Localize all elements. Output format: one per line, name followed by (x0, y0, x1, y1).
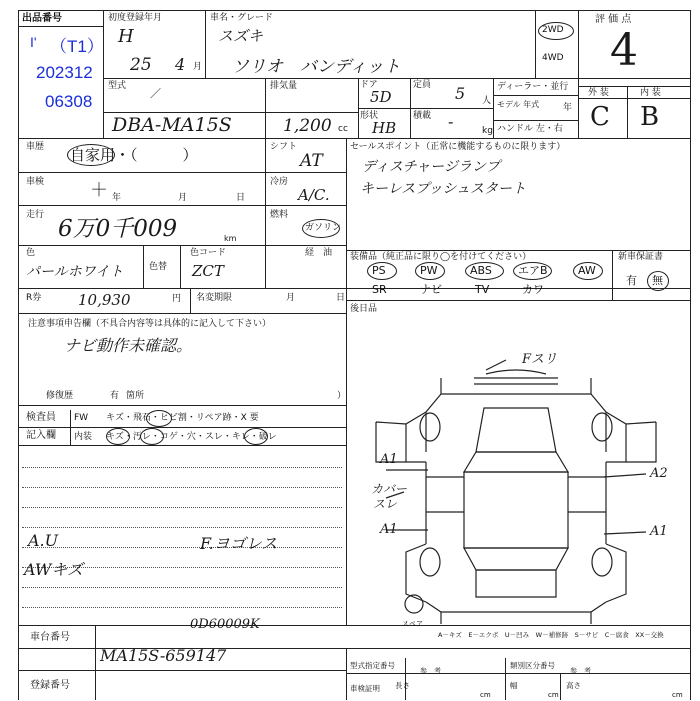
ext-value: C (590, 102, 610, 132)
inspection-mark: ＋ (90, 180, 108, 201)
drive-2wd: 2WD (542, 25, 564, 35)
notes-text: ナビ動作未確認。 (64, 336, 193, 355)
divider (265, 78, 266, 138)
footer-length-unit: cm (480, 691, 491, 699)
equipment-item-circle (513, 262, 552, 280)
recycle-label: R券 (26, 293, 42, 303)
footer-height-unit: cm (672, 691, 683, 699)
sales-line-2: キーレスプッシュスタート (360, 181, 527, 197)
divider (70, 410, 71, 446)
divider (190, 288, 191, 313)
fw-item-circle (146, 410, 172, 427)
dealer-label: ディーラー・並行 (497, 82, 569, 92)
repair-label: 修復歴 (46, 391, 74, 401)
divider (346, 673, 691, 674)
load-value: - (448, 112, 454, 131)
diagram-windshield (464, 452, 568, 472)
equipment-item: AW (578, 264, 596, 277)
diagram-wheel-rl (420, 548, 440, 576)
ac-label: 冷房 (270, 177, 289, 187)
diagram-hood-sides (426, 394, 606, 452)
equipment-item: カワ (522, 283, 544, 296)
repair-yes: 有 (110, 391, 120, 401)
fuel-label: 燃料 (270, 210, 289, 220)
equipment-item: ABS (470, 264, 492, 277)
remark-line-1: A.U (28, 531, 59, 550)
capacity-label: 定員 (413, 80, 432, 90)
divider (103, 78, 691, 79)
equipment-item: PS (372, 264, 386, 277)
diagram-spare-label: スペア (402, 620, 423, 628)
divider (346, 300, 691, 301)
diagram-a2-right: A2 (650, 466, 668, 481)
divider (265, 138, 266, 288)
first-reg-era: H (118, 26, 134, 47)
divider (180, 245, 181, 288)
divider (95, 625, 96, 700)
equipment-label: 装備品（純正品に限り◯を付けてください） (350, 252, 532, 262)
handle-label: ハンドル 左・右 (497, 124, 563, 134)
divider (18, 670, 346, 671)
remark-line-2: AWキズ (24, 560, 84, 579)
type-tick: ／ (150, 87, 161, 100)
inspection-year-unit: 年 (112, 193, 122, 203)
int-items: キズ・汚レ・コゲ・穴・スレ・キレ・破レ (106, 432, 277, 442)
diagram-hood (476, 408, 556, 452)
row-divider-1 (18, 138, 691, 139)
divider (612, 250, 613, 300)
model-year-unit: 年 (563, 103, 573, 113)
equipment-item: SR (372, 283, 387, 296)
diagram-bumper-lines (474, 378, 558, 384)
lot-code-2: 06308 (45, 92, 93, 111)
int-item-circle-1 (106, 428, 130, 445)
divider (22, 487, 342, 488)
disp-unit: cc (338, 124, 348, 134)
first-reg-label: 初度登録年月 (108, 13, 163, 23)
diagram-wheel-fl (420, 413, 440, 441)
int-inspect-label: 内装 (74, 432, 93, 442)
lot-tag: （T1） (50, 37, 104, 56)
int-item-circle-2 (140, 428, 164, 445)
equipment-item-circle (573, 262, 603, 280)
shape-label: 形状 (360, 111, 379, 121)
mileage-unit: km (224, 234, 237, 243)
equipment-item-circle (367, 262, 397, 280)
int-label: 内 装 (640, 88, 661, 98)
recycle-value: 10,930 (78, 291, 131, 309)
type-value: DBA-MA15S (112, 114, 232, 136)
equipment-item: エアB (518, 264, 548, 277)
divider (22, 547, 342, 548)
footer-model-label: 型式指定番号 (350, 661, 395, 670)
lot-mark: I' (30, 34, 37, 50)
frame-top (18, 10, 691, 11)
diagram-rear-fenders (406, 544, 626, 602)
color-label: 色 (26, 248, 36, 258)
divider (505, 658, 506, 700)
divider (627, 86, 628, 138)
inspector-label-1: 検査員 (26, 412, 56, 423)
warranty-yes: 有 (626, 274, 637, 287)
divider (346, 648, 347, 700)
fuel-gas: ガソリン (305, 223, 342, 233)
car-model: ソリオ バンディット (232, 57, 401, 77)
car-name-label: 車名・グレード (210, 13, 274, 23)
inspection-label: 車検 (26, 177, 45, 187)
chassis-value: MA15S-659147 (100, 646, 227, 665)
equipment-item-circle (415, 262, 445, 280)
diagram-top-note: Fスリ (522, 352, 558, 367)
diagram-bumper-top (486, 370, 546, 374)
disp-value: 1,200 (283, 116, 332, 136)
sales-line-1: ディスチャージランプ (362, 159, 500, 175)
shift-label: シフト (270, 142, 298, 152)
diagram-rear-window (464, 548, 568, 570)
divider (346, 250, 691, 251)
equipment-item: PW (420, 264, 438, 277)
divider (18, 625, 691, 626)
warranty-no-circle (647, 271, 669, 291)
mileage-value: 6万0千009 (58, 216, 178, 242)
pointer-a1-right (604, 532, 646, 534)
footer-ref-1: 参 考 (420, 667, 441, 675)
diagram-wheel-rr (592, 548, 612, 576)
divider (18, 405, 346, 406)
reg-deadline-label: 名変期限 (196, 293, 233, 303)
reg-deadline-day: 日 (336, 293, 346, 303)
color-value: パールホワイト (26, 264, 124, 280)
divider (22, 507, 342, 508)
divider (358, 108, 493, 109)
fw-items: キズ・飛石・ヒビ割・リペア跡・X 要 (106, 413, 259, 423)
diagram-serial-scribble: 0D60009K (190, 617, 260, 632)
model-year-label: モデル 年式 (497, 100, 540, 109)
fuel-diesel: 経 油 (305, 248, 333, 258)
divider (143, 245, 144, 288)
color-change-label: 色替 (149, 262, 168, 272)
divider (493, 120, 578, 121)
diagram-wheel-fr (592, 413, 612, 441)
diagram-rear-end (426, 602, 606, 612)
footer-ref-2: 参 考 (570, 667, 591, 675)
lot-code-1: 202312 (36, 63, 93, 82)
capacity-unit: 人 (482, 96, 492, 106)
frame-left (18, 10, 19, 700)
disp-label: 排気量 (270, 81, 298, 91)
divider (22, 527, 342, 528)
remark-line-1-right: F.ヨゴレス (200, 534, 278, 553)
divider (22, 607, 342, 608)
notes-label: 注意事項申告欄（不具合内容等は具体的に記入して下さい） (28, 319, 272, 329)
repair-loc: 箇所 (126, 391, 145, 401)
warranty-no: 無 (652, 274, 663, 287)
diagram-door-lines (426, 477, 606, 512)
drive-4wd: 4WD (542, 53, 564, 63)
ac-value: A/C. (298, 186, 330, 204)
footer-length: 長さ (395, 681, 410, 690)
divider (205, 10, 206, 78)
divider (493, 95, 578, 96)
type-label: 型式 (108, 81, 127, 91)
frame-right (690, 10, 691, 700)
divider (18, 288, 691, 289)
inspection-month-unit: 月 (178, 193, 188, 203)
footer-height: 高さ (566, 681, 581, 690)
usage-label: 車歴 (26, 142, 45, 152)
footer-width: 幅 (510, 681, 518, 690)
first-reg-month-unit: 月 (193, 62, 203, 72)
diagram-trunk (476, 570, 556, 597)
inspection-day-unit: 日 (236, 193, 246, 203)
load-unit: kg (482, 126, 493, 136)
fw-label: FW (74, 413, 89, 423)
divider (560, 673, 561, 700)
divider (22, 587, 342, 588)
diagram-a1-right: A1 (650, 524, 668, 539)
registration-label: 登録番号 (30, 680, 70, 691)
divider (346, 138, 347, 288)
color-code-label: 色コード (190, 248, 227, 258)
doors-label: ドア (360, 80, 378, 90)
diagram-a1-left-top: A1 (380, 452, 398, 467)
recycle-unit: 円 (172, 294, 182, 304)
footer-class-label: 類別区分番号 (510, 661, 555, 670)
divider (405, 658, 406, 700)
usage-circle (67, 144, 115, 166)
damage-legend: A－キズ E－エクボ U－凹み W－補修跡 S－サビ C－腐食 XX－交換 (438, 631, 664, 639)
footer-cert-label: 車検証明 (350, 684, 380, 693)
diagram-sure: スレ (373, 497, 398, 511)
equipment-item-circle (465, 262, 504, 280)
mileage-label: 走行 (26, 210, 45, 220)
repair-bracket: ） (337, 391, 347, 401)
first-reg-month: 4 (175, 55, 186, 74)
lot-label: 出品番号 (22, 13, 62, 24)
chassis-label: 車台番号 (30, 632, 70, 643)
shift-value: AT (300, 151, 323, 171)
inspector-label-2: 記入欄 (26, 430, 56, 441)
warranty-label: 新車保証書 (618, 252, 664, 262)
usage-value: 自家用・（ ） (70, 146, 198, 164)
load-label: 積載 (413, 111, 432, 121)
rear-items-label: 後日品 (350, 304, 378, 314)
diagram-a1-left-bottom: A1 (380, 522, 398, 537)
divider (578, 86, 691, 87)
divider (18, 205, 346, 206)
lot-box-right (103, 10, 104, 138)
divider (18, 172, 346, 173)
divider (22, 467, 342, 468)
reg-deadline-month: 月 (286, 293, 296, 303)
grade-label: 評 価 点 (595, 14, 632, 25)
shape-value: HB (372, 119, 397, 137)
car-damage-diagram (346, 312, 690, 624)
divider (18, 313, 346, 314)
sales-label: セールスポイント（正常に機能するものに限ります） (350, 142, 566, 152)
lot-underline (18, 26, 104, 27)
divider (493, 78, 494, 138)
pointer-a2 (604, 474, 646, 477)
first-reg-year: 25 (130, 55, 152, 75)
car-maker: スズキ (218, 27, 264, 45)
pointer-front (486, 360, 506, 370)
diagram-roof (464, 472, 568, 548)
doors-value: 5D (370, 88, 392, 106)
diagram-sides (426, 462, 606, 544)
divider (18, 427, 346, 428)
grade-score: 4 (610, 25, 638, 76)
ext-label: 外 装 (588, 88, 609, 98)
diagram-mirrors (376, 422, 656, 462)
int-item-circle-3 (244, 428, 268, 445)
capacity-value: 5 (455, 84, 466, 103)
divider (18, 445, 346, 446)
divider (103, 112, 358, 113)
color-code: ZCT (192, 262, 224, 280)
footer-width-unit: cm (548, 691, 559, 699)
divider (535, 10, 536, 78)
equipment-item: TV (475, 283, 490, 296)
equipment-item: ナビ (420, 283, 442, 296)
diagram-cover: カバー (371, 482, 408, 496)
divider (18, 245, 346, 246)
divider (578, 10, 579, 138)
int-value: B (640, 102, 660, 132)
